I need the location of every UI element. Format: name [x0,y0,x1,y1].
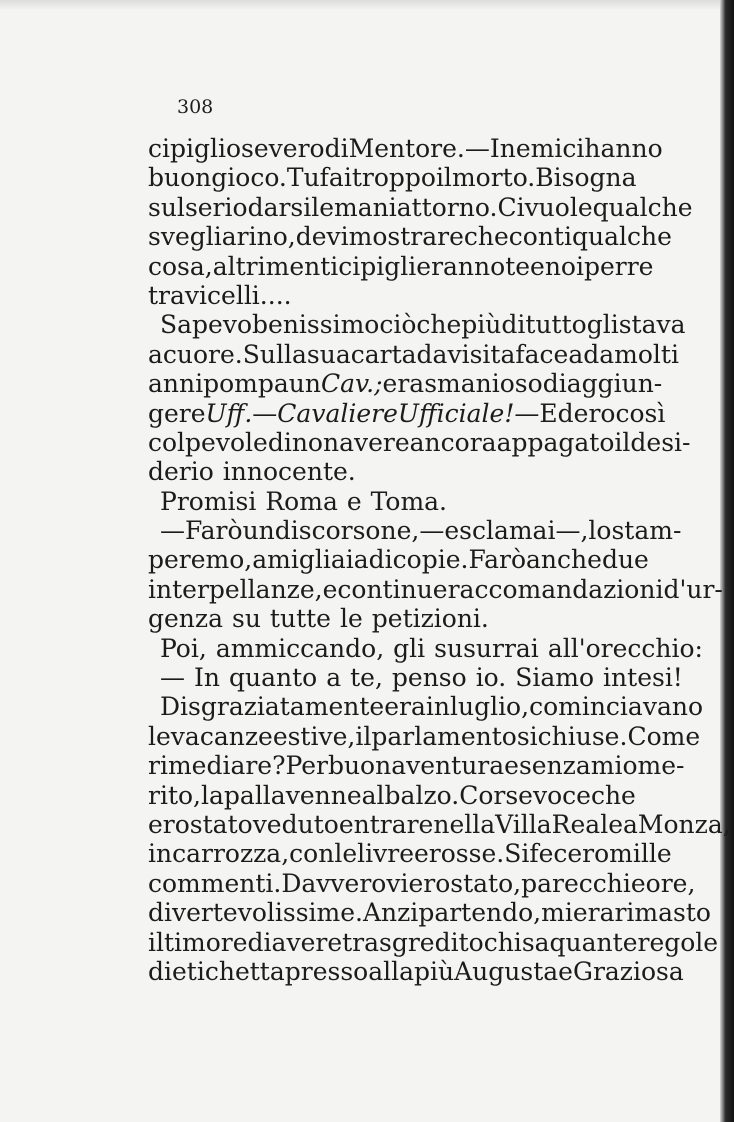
word: mani [334,192,397,222]
word: copie. [392,545,469,575]
word: buon [148,163,212,193]
word: due [601,545,649,575]
word: partendo, [418,898,542,928]
word: che [463,222,509,252]
word: carta [350,339,417,369]
text-line [148,633,703,663]
text-line [148,809,731,839]
word: hanno [584,134,663,163]
word: anni [148,369,204,399]
word: all'orecchio: [547,633,703,663]
word: era [572,898,615,928]
page-number: 308 [177,96,214,118]
word: smanioso [424,369,543,399]
text-line [148,163,637,193]
word: Toma. [370,486,447,516]
word: Davvero [281,868,387,898]
word: mio [590,751,638,781]
word: timore [164,927,248,957]
word: darsi [247,192,312,222]
word: di [267,427,292,457]
word: — [514,398,540,428]
word: alla [368,956,415,986]
word: da [416,339,448,369]
word: il [355,721,372,751]
word: il [148,927,164,957]
word: in [148,839,173,869]
word: avere [271,927,343,957]
word: gli [586,310,619,340]
word: di [368,545,393,575]
word: I [489,134,500,163]
word: attorno. [396,192,498,222]
word: stam- [611,516,682,546]
word: ci [338,251,361,281]
word: mi [541,898,573,928]
word: peremo, [148,545,253,575]
word: vi [386,868,409,898]
word: Si [504,839,530,869]
word: troppo [351,163,436,193]
word: visita [447,339,516,369]
word: gere [148,398,206,428]
word: le [148,721,171,751]
word: venne [285,780,362,810]
word: Sapevo [160,310,253,340]
word: Villa [495,809,552,839]
word: da [583,339,615,369]
text-line [148,956,684,986]
word: aggiun- [566,369,663,399]
word: un [242,516,275,546]
word: — [252,398,278,428]
word: a [148,339,163,369]
word: travicelli.... [148,280,292,310]
word: Cavaliere [277,398,398,428]
word: su [231,604,261,634]
text-line [148,751,685,781]
text-line [148,487,630,516]
word: a [252,545,268,575]
word: Tu [286,163,320,193]
word: rimasto [614,898,711,928]
word: susurrai [434,633,539,663]
word: al [361,780,385,810]
word: — [464,134,490,163]
page-binding-edge [720,0,734,1122]
word: quanto [228,663,318,693]
word: non [291,427,340,457]
word: mille [609,839,672,869]
word: e [504,751,519,781]
word: benissimo [252,310,380,340]
word: che [590,780,636,810]
word: più [414,956,455,986]
word: parlamento [371,721,517,751]
word: ancora [409,427,497,457]
word: colpevole [148,427,268,457]
text-line [148,721,701,751]
word: innocente. [222,457,356,487]
text-line [148,927,719,957]
word: così [615,398,666,428]
word: facea [515,339,584,369]
word: le [334,839,358,869]
word: nemici [499,134,585,163]
word: svegliarino, [148,222,296,252]
word: d'ur- [663,574,723,604]
word: di [542,369,567,399]
text-line [148,457,630,486]
text-line [148,339,679,369]
word: etichetta [172,956,285,986]
word: Siamo [515,663,595,693]
word: di [247,927,272,957]
page-top-shadow [0,0,734,10]
word: mostrare [348,222,464,252]
word: Sulla [242,339,307,369]
word: discorsone, [274,516,420,546]
word: per [583,251,627,281]
word: estive, [272,721,356,751]
text-line [148,369,663,399]
text-line [148,780,636,810]
word: ammiccando, [215,633,385,663]
word: a [326,663,342,693]
word: e [322,574,338,604]
word: senza [518,751,591,781]
word: Come [627,721,701,751]
word: con [289,839,335,869]
word: quante [549,927,638,957]
text-line [148,192,693,222]
word: morto. [451,163,536,193]
word: Ufficiale! [397,398,515,428]
word: me- [637,751,685,781]
word: devi [295,222,349,252]
word: luglio, [449,692,530,722]
word: rosse. [428,839,505,869]
word: voce [532,780,591,810]
word: commenti. [148,868,282,898]
word: rito, [148,780,201,810]
word: cosa, [148,251,213,281]
word: e [530,251,545,281]
word: le [339,604,363,634]
word: serio [184,192,248,222]
word: Ed [539,398,574,428]
word: conti [508,222,572,252]
word: Farò [185,516,243,546]
word: carrozza, [172,839,290,869]
word: io. [475,663,507,693]
text-line [148,839,672,869]
word: ero [408,868,451,898]
word: palla [223,780,286,810]
word: un [288,369,321,399]
word: veduto [252,809,339,839]
word: sua [306,339,351,369]
word: appagato [496,427,615,457]
word: Farò [468,545,527,575]
text-line [148,692,704,722]
word: si [516,721,538,751]
word: Ci [497,192,525,222]
word: altrimenti [212,251,339,281]
word: migliaia [267,545,369,575]
word: stato [189,809,253,839]
text-line [148,868,696,898]
text-line [148,516,682,546]
word: le [311,192,335,222]
word: presso [284,956,369,986]
word: anche [526,545,602,575]
word: Disgraziatamente [160,692,385,722]
word: stava [618,310,686,340]
word: la [201,780,224,810]
word: a [623,809,638,839]
word: di [324,134,349,163]
body-text [148,134,731,986]
word: Anzi [362,898,419,928]
word: raccomandazioni [447,574,664,604]
word: noi [544,251,584,281]
word: e [346,486,362,516]
word: Roma [265,486,338,516]
word: che [416,310,462,340]
word: gli [393,633,426,663]
text-line [148,281,630,310]
word: In [194,663,220,693]
word: il [614,427,631,457]
text-line [148,898,711,928]
word: ore, [645,868,696,898]
word: genza [148,604,223,634]
word: entrare [338,809,434,839]
word: buona [327,751,407,781]
word: ventura [406,751,505,781]
word: stato, [450,868,522,898]
word: cipiglio [148,134,242,163]
word: fai [319,163,352,193]
word: Augusta [454,956,559,986]
word: fecero [529,839,610,869]
text-line [148,222,672,252]
word: era [382,369,425,399]
word: Poi, [160,633,207,663]
word: tutte [269,604,331,634]
word: chi [483,927,522,957]
word: te, [350,663,383,693]
word: divertevolissime. [148,898,363,928]
word: Monza, [637,809,731,839]
word: rimediare? [148,751,286,781]
word: lo [588,516,612,546]
word: Mentore. [348,134,465,163]
word: sa [521,927,550,957]
text-line [148,251,654,281]
word: molti [614,339,679,369]
text-line [148,574,723,604]
word: il [435,163,452,193]
word: continue [337,574,448,604]
word: più [461,310,502,340]
word: Uff. [205,398,253,428]
word: era [384,692,426,722]
word: penso [391,663,467,693]
word: interpellanze, [148,574,323,604]
text-line [148,427,691,457]
word: qualche [571,222,672,252]
word: ero [148,809,190,839]
word: Per [285,751,328,781]
word: —, [555,516,589,546]
text-line [148,545,649,575]
word: desi- [630,427,691,457]
word: — [160,516,185,546]
word: Reale [551,809,623,839]
word: e [558,956,573,986]
word: cominciavano [529,692,704,722]
word: nella [433,809,496,839]
word: Corse [459,780,533,810]
word: derio [148,457,214,487]
word: severo [241,134,325,163]
word: di [501,310,526,340]
text-line [148,663,683,693]
text-line [148,134,663,163]
word: esclamai [444,516,556,546]
word: pompa [203,369,289,399]
word: ciò [379,310,417,340]
word: — [419,516,445,546]
word: Cav.; [320,369,383,399]
word: Graziosa [572,956,684,986]
text-line [148,310,686,340]
word: cuore. [162,339,243,369]
word: parecchie [521,868,646,898]
word: Promisi [160,486,257,516]
word: chiuse. [537,721,628,751]
word: ero [573,398,616,428]
text-line [148,398,666,428]
word: te [505,251,531,281]
word: tutto [525,310,587,340]
word: balzo. [384,780,460,810]
word: qualche [592,192,693,222]
word: livree [357,839,429,869]
word: piglieranno [360,251,506,281]
word: vacanze [170,721,273,751]
word: — [160,663,185,693]
word: petizioni. [371,604,489,634]
word: Bisogna [535,163,637,193]
word: regole [637,927,719,957]
word: gioco. [211,163,287,193]
word: re [626,251,654,281]
word: in [425,692,450,722]
word: sul [148,192,185,222]
word: trasgredito [342,927,484,957]
word: intesi! [603,663,683,693]
word: vuole [524,192,593,222]
text-line [148,604,630,633]
word: avere [339,427,410,457]
word: di [148,956,172,986]
